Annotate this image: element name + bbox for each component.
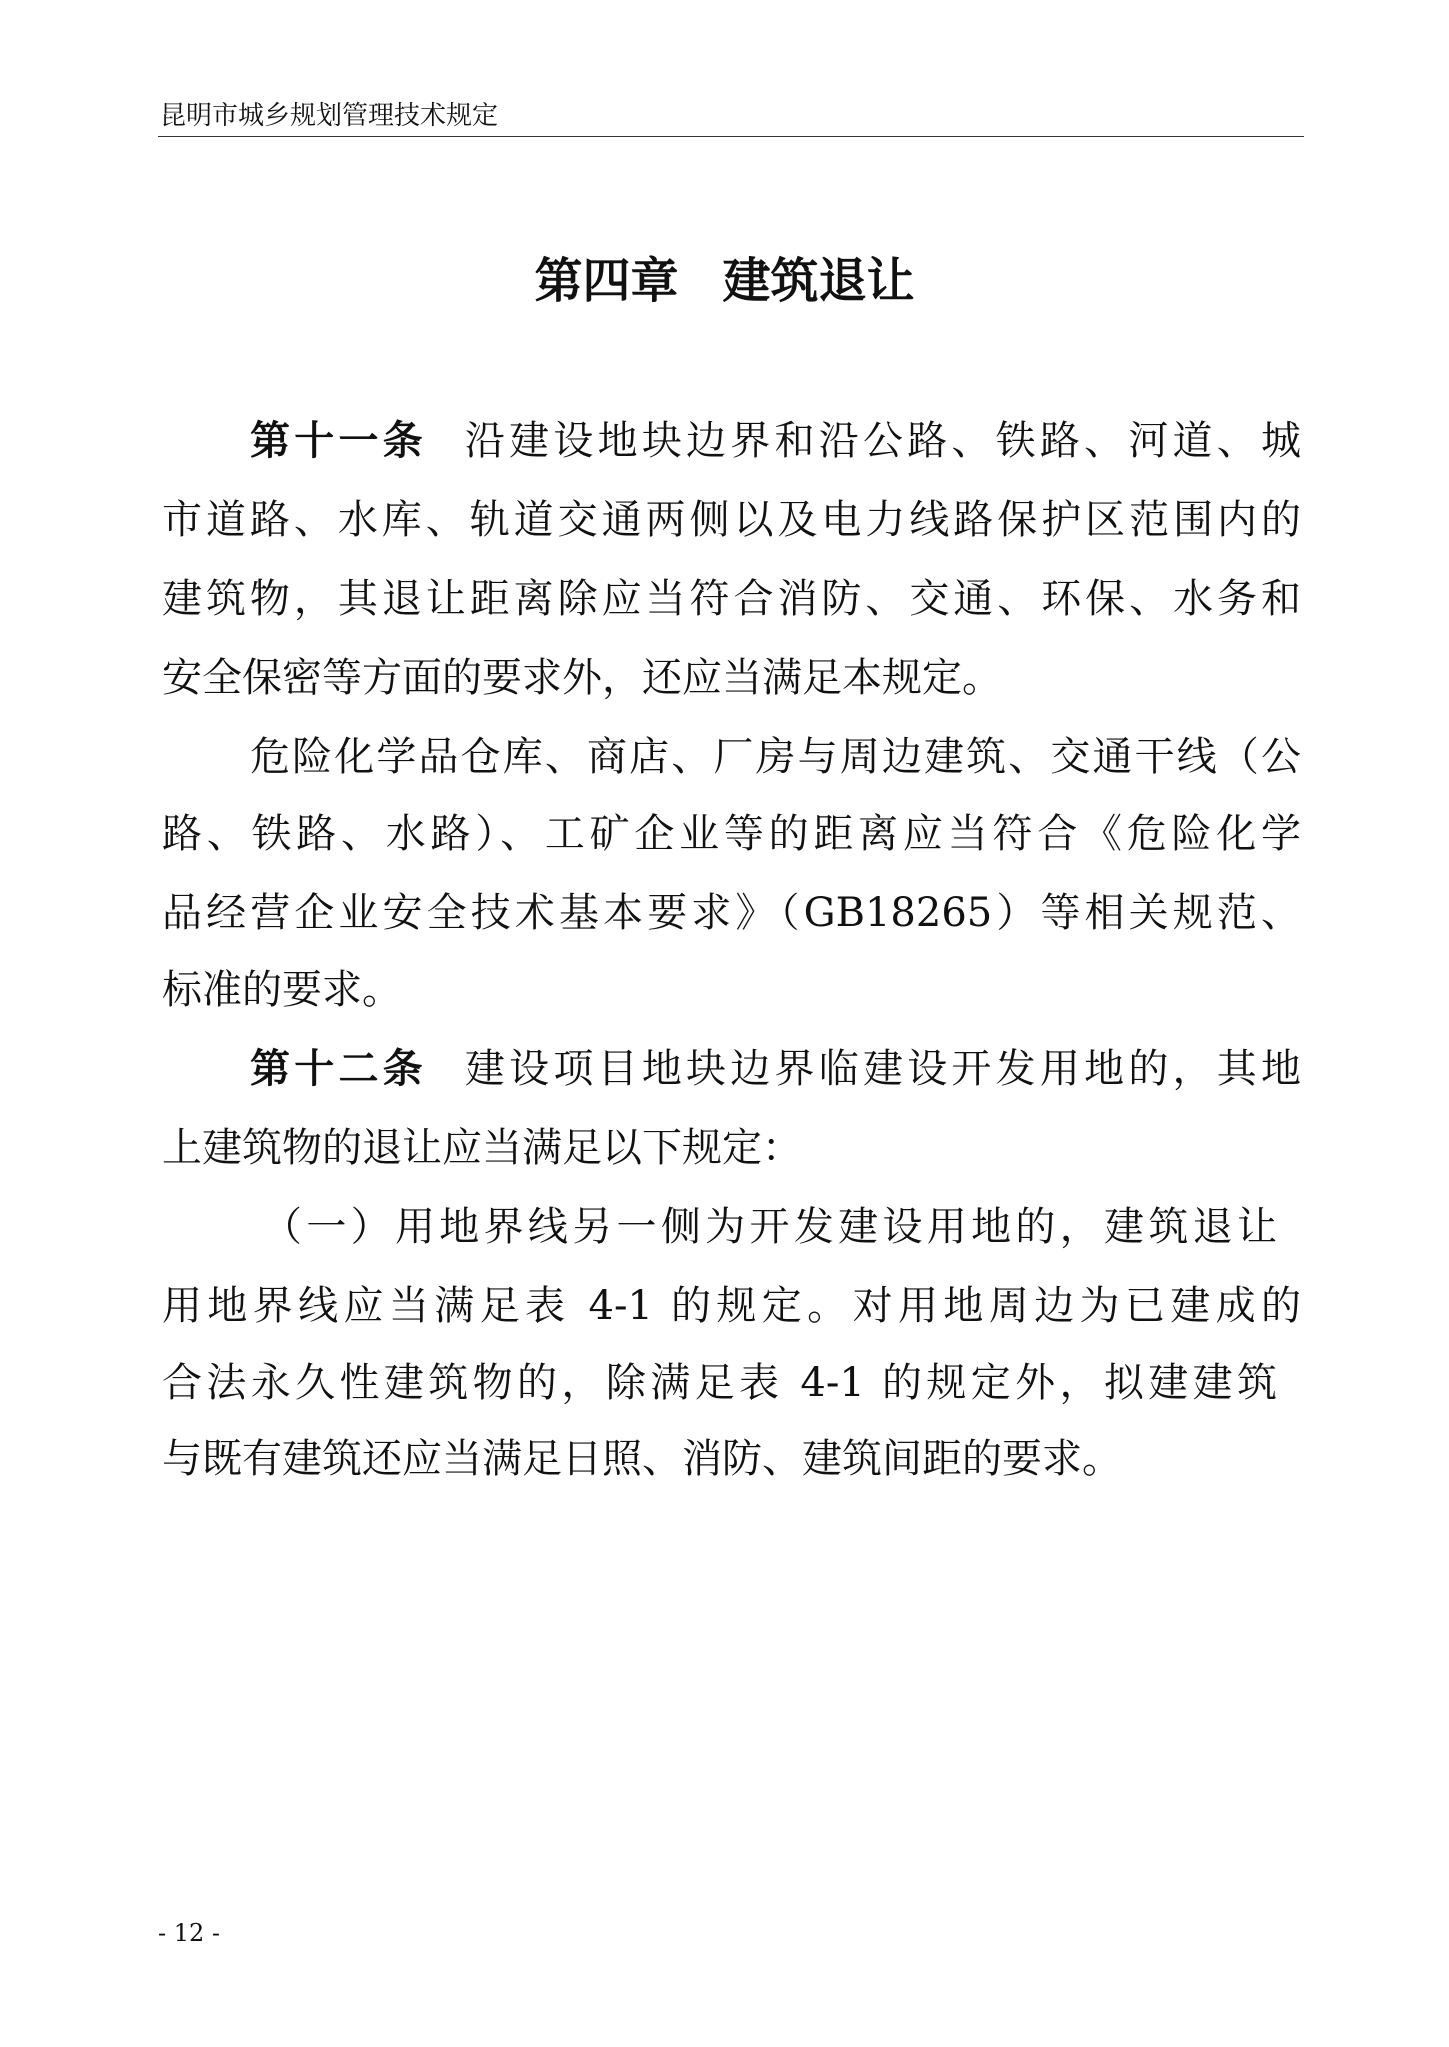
item-1-line-3: 合法永久性建筑物的，除满足表 4-1 的规定外，拟建建筑 [162, 1360, 1277, 1406]
body-text: 沿建设地块边界和沿公路、铁路、河道、城 [464, 418, 1301, 464]
chapter-number: 第四章 [534, 253, 679, 309]
page-number: - 12 - [158, 1919, 221, 1947]
article-label: 第十二条 [250, 1046, 427, 1092]
paragraph-2-line-3: 品经营企业安全技术基本要求》（GB18265）等相关规范、 [162, 890, 1301, 936]
article-11-line-3: 建筑物，其退让距离除应当符合消防、交通、环保、水务和 [162, 576, 1301, 622]
article-12-line-2: 上建筑物的退让应当满足以下规定： [162, 1125, 802, 1171]
item-1-line-2: 用地界线应当满足表 4-1 的规定。对用地周边为已建成的 [162, 1283, 1301, 1329]
article-11-line-4: 安全保密等方面的要求外，还应当满足本规定。 [162, 655, 1002, 701]
article-11-line-1 [250, 415, 1301, 467]
paragraph-2-line-4: 标准的要求。 [162, 967, 402, 1013]
paragraph-2-line-1: 危险化学品仓库、商店、厂房与周边建筑、交通干线（公 [250, 734, 1301, 780]
body-text: 建设项目地块边界临建设开发用地的，其地 [464, 1046, 1301, 1092]
article-12-line-1 [250, 1043, 1301, 1095]
header-rule [158, 136, 1304, 137]
chapter-name: 建筑退让 [722, 253, 915, 309]
article-11-line-2: 市道路、水库、轨道交通两侧以及电力线路保护区范围内的 [162, 497, 1301, 543]
item-1-line-4: 与既有建筑还应当满足日照、消防、建筑间距的要求。 [162, 1436, 1122, 1482]
article-label: 第十一条 [250, 418, 427, 464]
paragraph-2-line-2: 路、铁路、水路）、工矿企业等的距离应当符合《危险化学 [162, 811, 1301, 857]
item-1-line-1: （一）用地界线另一侧为开发建设用地的，建筑退让 [262, 1204, 1277, 1250]
running-header: 昆明市城乡规划管理技术规定 [160, 101, 499, 131]
chapter-title [0, 252, 1449, 310]
